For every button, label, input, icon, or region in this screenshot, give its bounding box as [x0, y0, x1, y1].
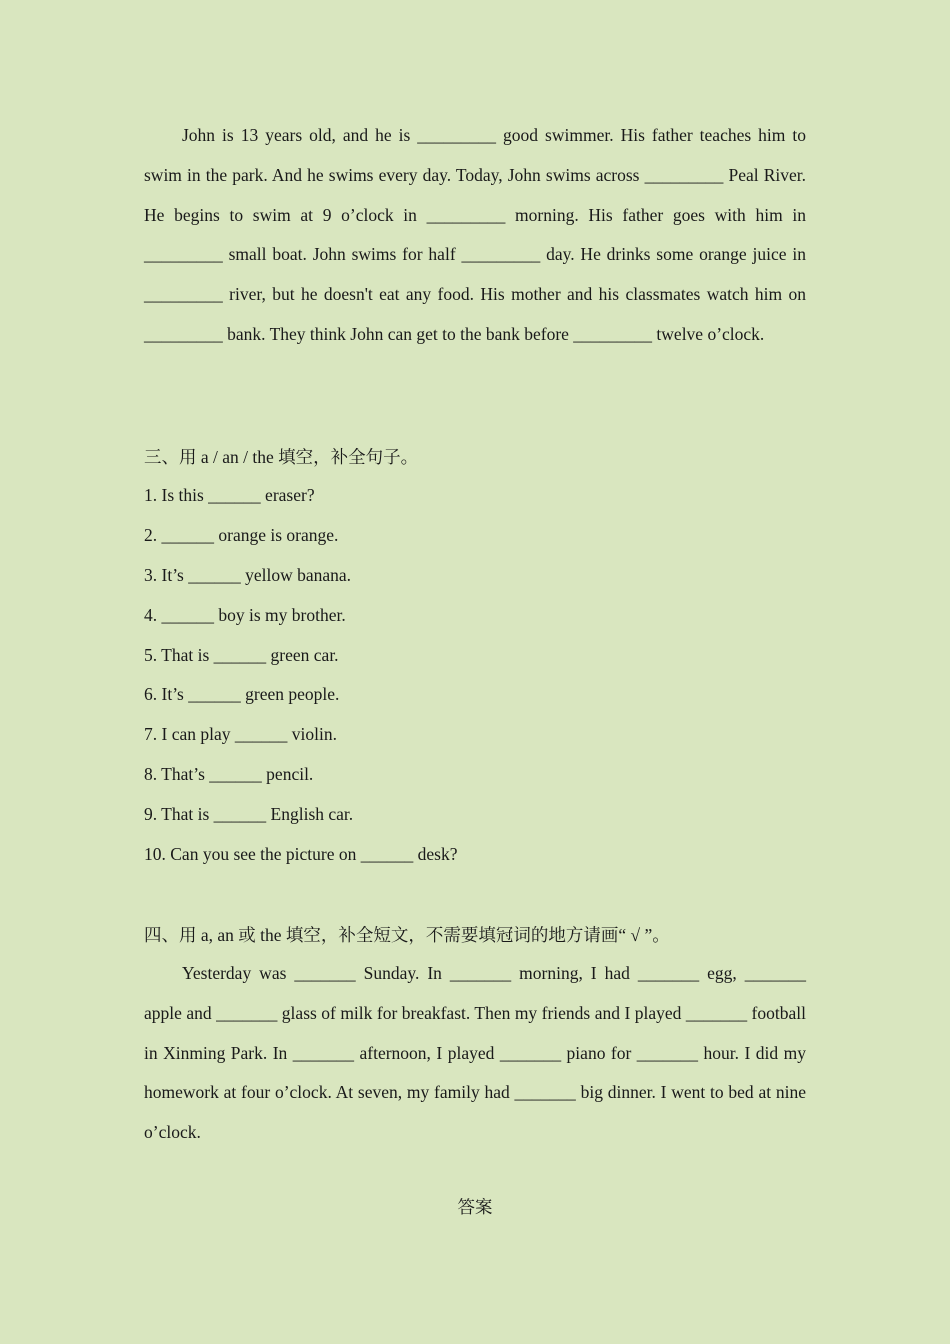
- question-item: 9. That is ______ English car.: [144, 804, 354, 825]
- answer-heading: 答案: [457, 1197, 493, 1217]
- question-item: 10. Can you see the picture on ______ desk?: [144, 844, 458, 865]
- question-item: 1. Is this ______ eraser?: [144, 485, 315, 505]
- section-3-question-list: [144, 476, 457, 875]
- section-3-heading: 三、用 a / an / the 填空，补全句子。: [144, 447, 419, 467]
- question-item: 7. I can play ______ violin.: [144, 724, 337, 745]
- question-item: 8. That’s ______ pencil.: [144, 764, 314, 785]
- question-item: 2. ______ orange is orange.: [144, 524, 339, 545]
- question-item: 4. ______ boy is my brother.: [144, 604, 346, 625]
- question-item: 5. That is ______ green car.: [144, 644, 339, 665]
- section-4-heading: 四、用 a, an 或 the 填空，补全短文，不需要填冠词的地方请画“ √ ”。: [144, 925, 670, 945]
- question-item: 3. It’s ______ yellow banana.: [144, 564, 352, 585]
- question-item: 6. It’s ______ green people.: [144, 684, 340, 705]
- passage-yesterday-sunday: Yesterday was _______ Sunday. In _______ morning, I had _______ egg, _______ apple and _______ glass of milk for breakfast. Then my friends and I played _______ football in Xinming Park. In _______ afternoon, I played _______ piano for _______ hour. I did my homework at four o’clock. At seven, my family had _______ big dinner. I went to bed at nine o’clock.: [144, 963, 806, 1143]
- passage-john-swimmer: John is 13 years old, and he is _________ good swimmer. His father teaches him to swim in the park. And he swims every day. Today, John swims across _________ Peal River. He begins to swim at 9 o’clock in _________ morning. His father goes with him in _________ small boat. John swims for half _________ day. He drinks some orange juice in _________ river, but he doesn't eat any food. His mother and his classmates watch him on _________ bank. They think John can get to the bank before _________ twelve o’clock.: [144, 125, 806, 344]
